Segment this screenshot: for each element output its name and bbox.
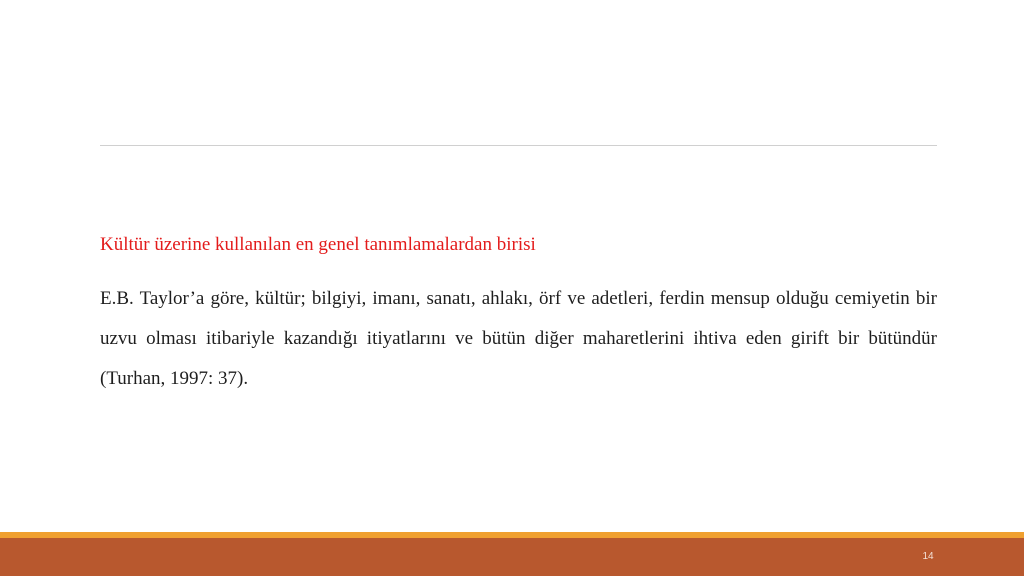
body-paragraph: E.B. Taylor’a göre, kültür; bilgiyi, imanı, sanatı, ahlakı, örf ve adetleri, ferdin mensup olduğu cemiyetin bir uzvu olması itibariyle kazandığı itiyatlarını ve bütün diğer maharetlerini ihtiva eden girift bir bütündür (Turhan, 1997: 37). bbox=[100, 288, 937, 389]
slide-heading: Kültür üzerine kullanılan en genel tanımlamalardan birisi bbox=[100, 234, 536, 255]
footer-bar bbox=[0, 538, 1024, 576]
page-number: 14 bbox=[922, 551, 934, 562]
title-divider bbox=[100, 145, 937, 146]
